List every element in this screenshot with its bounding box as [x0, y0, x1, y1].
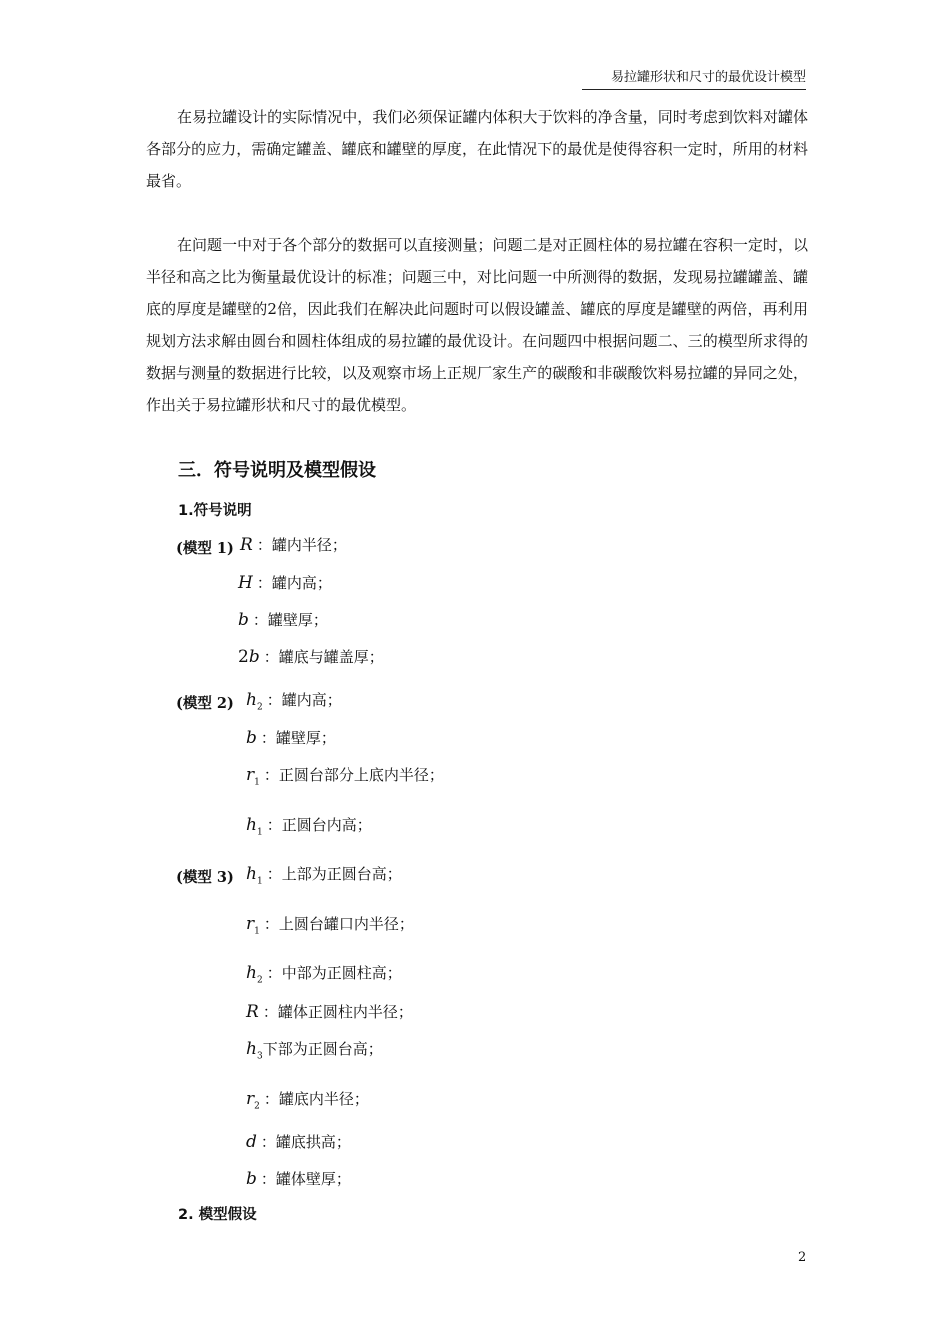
symbol-desc: ：中部为正圆柱高；	[266, 964, 402, 982]
running-header: 易拉罐形状和尺寸的最优设计模型	[582, 66, 806, 90]
symbol-desc: ：上部为正圆台高；	[266, 865, 402, 883]
symbol-desc: ：上圆台罐口内半径；	[263, 915, 414, 933]
symbol-entry	[246, 1168, 351, 1189]
symbol-entry	[238, 572, 332, 593]
model-2-label: (模型 2)	[176, 695, 234, 712]
symbol-entry	[246, 814, 372, 837]
symbol: $h_1$	[246, 815, 263, 838]
section-heading: 三．符号说明及模型假设	[178, 460, 376, 481]
symbol: $h_2$	[246, 690, 263, 713]
symbol: R	[240, 535, 253, 555]
symbol-entry	[246, 764, 444, 787]
symbol: R	[246, 1002, 259, 1022]
symbol-desc: ：罐内高；	[256, 574, 332, 592]
symbol-entry	[246, 962, 402, 985]
symbol: $h_1$	[246, 864, 263, 887]
symbol-desc: ：罐壁厚；	[252, 611, 328, 629]
symbol-entry	[240, 534, 347, 555]
symbol-desc: ：罐体壁厚；	[260, 1170, 351, 1188]
symbol: b	[246, 1169, 257, 1189]
symbol-entry	[246, 727, 336, 748]
model-1-label: (模型 1)	[176, 540, 234, 557]
subsection-assumptions: 2. 模型假设	[178, 1207, 257, 1223]
paragraph-intro: 在易拉罐设计的实际情况中，我们必须保证罐内体积大于饮料的净含量，同时考虑到饮料对罐体各部分的应力，需确定罐盖、罐底和罐壁的厚度，在此情况下的最优是使得容积一定时，所用的材料最省。	[146, 108, 808, 190]
symbol-desc: ：罐内高；	[266, 691, 342, 709]
symbol: b	[238, 610, 249, 630]
symbol-desc: ：罐体正圆柱内半径；	[262, 1003, 413, 1021]
symbol-entry	[246, 689, 342, 712]
subsection-symbols: 1.符号说明	[178, 503, 252, 519]
model-3-label: (模型 3)	[176, 869, 234, 886]
symbol-prefix: 2	[238, 647, 249, 667]
symbol-entry	[238, 609, 328, 630]
symbol-entry	[238, 646, 384, 667]
symbol: d	[246, 1132, 257, 1152]
symbol-entry	[246, 1088, 369, 1111]
symbol: $r_2$	[246, 1089, 260, 1112]
page-number: 2	[798, 1250, 807, 1265]
symbol-desc: ：罐底内半径；	[263, 1090, 369, 1108]
paragraph-problems: 在问题一中对于各个部分的数据可以直接测量；问题二是对正圆柱体的易拉罐在容积一定时，以半径和高之比为衡量最优设计的标准；问题三中，对比问题一中所测得的数据，发现易拉罐罐盖、罐底的厚度是罐壁的2倍，因此我们在解决此问题时可以假设罐盖、罐底的厚度是罐壁的两倍，再利用规划方法求解由圆台和圆柱体组成的易拉罐的最优设计。在问题四中根据问题二、三的模型所求得的数据与测量的数据进行比较，以及观察市场上正规厂家生产的碳酸和非碳酸饮料易拉罐的异同之处，作出关于易拉罐形状和尺寸的最优模型。	[146, 236, 808, 414]
symbol-entry	[246, 863, 402, 886]
symbol-entry	[246, 1001, 413, 1022]
symbol-desc: ：罐壁厚；	[260, 729, 336, 747]
symbol-desc: ：罐底拱高；	[260, 1133, 351, 1151]
symbol: $r_1$	[246, 914, 260, 937]
symbol-desc: ：罐内半径；	[256, 536, 347, 554]
symbol-desc: 下部为正圆台高；	[262, 1040, 383, 1058]
symbol-desc: ：正圆台部分上底内半径；	[263, 766, 444, 784]
symbol: b	[248, 647, 260, 667]
symbol: $h_3$	[246, 1039, 263, 1062]
symbol-entry	[246, 913, 414, 936]
symbol-desc: ：正圆台内高；	[266, 816, 372, 834]
symbol-entry	[246, 1038, 383, 1061]
symbol: $r_1$	[246, 765, 260, 788]
symbol-desc: ：罐底与罐盖厚；	[263, 648, 384, 666]
symbol: $h_2$	[246, 963, 263, 986]
symbol-entry	[246, 1131, 351, 1152]
symbol: H	[238, 573, 253, 593]
symbol: b	[246, 728, 257, 748]
